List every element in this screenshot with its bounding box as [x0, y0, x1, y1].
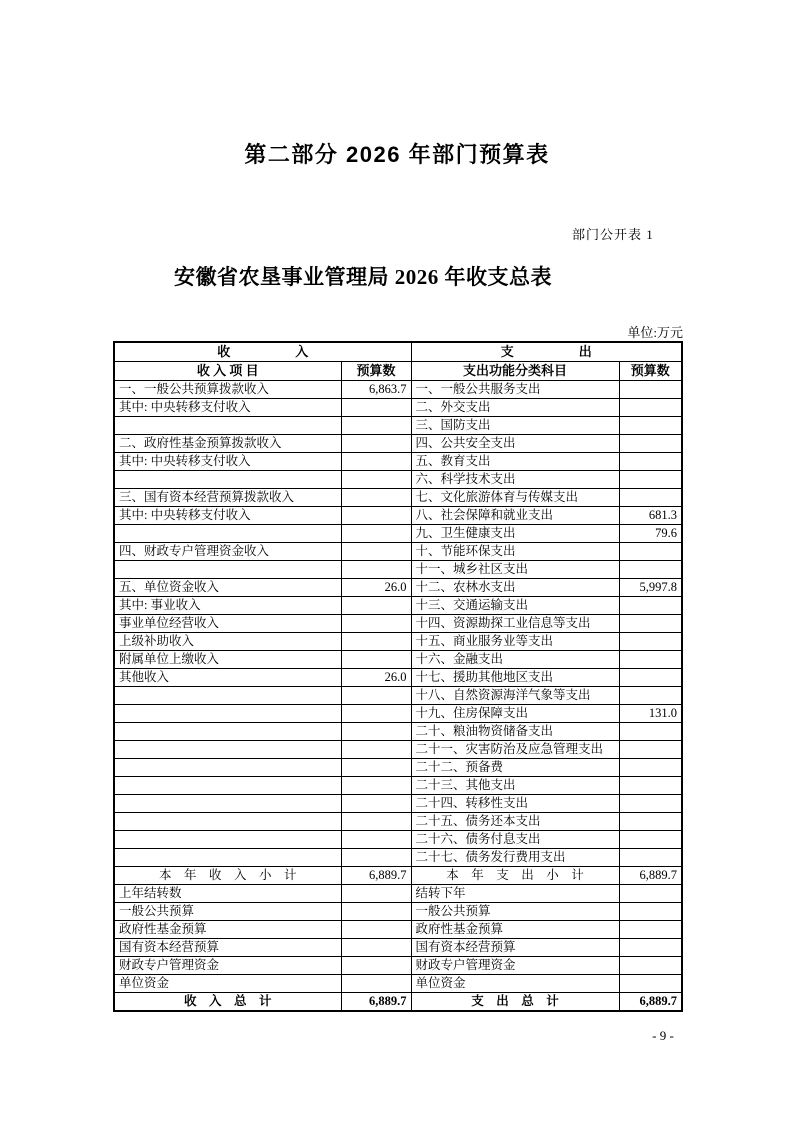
income-value-cell: [341, 687, 411, 705]
expense-value-cell: [619, 975, 682, 993]
income-item-cell: [114, 813, 341, 831]
expense-item-cell: 二十四、转移性支出: [411, 795, 619, 813]
income-item-cell: [114, 777, 341, 795]
income-item-cell: 一般公共预算: [114, 903, 341, 921]
income-item-cell: [114, 795, 341, 813]
budget-table-body: [114, 381, 682, 1012]
expense-value-cell: [619, 471, 682, 489]
income-item-cell: 国有资本经营预算: [114, 939, 341, 957]
income-item-cell: 政府性基金预算: [114, 921, 341, 939]
expense-value-cell: 681.3: [619, 507, 682, 525]
income-value-cell: [341, 543, 411, 561]
table-row: [114, 849, 682, 867]
doc-title: 安徽省农垦事业管理局 2026 年收支总表: [174, 265, 552, 289]
expense-value-cell: 79.6: [619, 525, 682, 543]
expense-value-cell: [619, 759, 682, 777]
table-row: [114, 975, 682, 993]
expense-value-cell: [619, 615, 682, 633]
expense-item-cell: 支 出 总 计: [411, 993, 619, 1012]
table-row: [114, 489, 682, 507]
expense-item-cell: 十九、住房保障支出: [411, 705, 619, 723]
part-title: 第二部分 2026 年部门预算表: [244, 142, 550, 167]
income-value-cell: 6,889.7: [341, 993, 411, 1012]
expense-item-cell: 二、外交支出: [411, 399, 619, 417]
table-row: [114, 561, 682, 579]
expense-value-cell: [619, 903, 682, 921]
expense-value-cell: [619, 813, 682, 831]
expense-value-cell: [619, 831, 682, 849]
income-item-cell: 事业单位经营收入: [114, 615, 341, 633]
income-item-cell: 五、单位资金收入: [114, 579, 341, 597]
expense-value-cell: [619, 777, 682, 795]
income-value-cell: [341, 705, 411, 723]
income-value-cell: 26.0: [341, 669, 411, 687]
income-value-cell: [341, 921, 411, 939]
income-value-cell: [341, 561, 411, 579]
table-row: [114, 507, 682, 525]
expense-item-cell: 二十七、债务发行费用支出: [411, 849, 619, 867]
expense-value-cell: [619, 381, 682, 399]
income-item-cell: [114, 561, 341, 579]
table-row: [114, 795, 682, 813]
income-value-cell: [341, 777, 411, 795]
income-item-cell: 一、一般公共预算拨款收入: [114, 381, 341, 399]
income-value-cell: [341, 975, 411, 993]
table-row: [114, 615, 682, 633]
expense-value-cell: [619, 633, 682, 651]
table-row: [114, 579, 682, 597]
income-value-cell: [341, 489, 411, 507]
expense-value-cell: [619, 795, 682, 813]
income-item-cell: [114, 849, 341, 867]
table-row: [114, 777, 682, 795]
income-item-cell: 其中: 中央转移支付收入: [114, 399, 341, 417]
table-row: [114, 705, 682, 723]
table-row: [114, 417, 682, 435]
expense-value-cell: [619, 651, 682, 669]
income-item-cell: 附属单位上缴收入: [114, 651, 341, 669]
income-value-cell: [341, 435, 411, 453]
table-row: [114, 813, 682, 831]
income-item-cell: [114, 705, 341, 723]
income-item-cell: [114, 831, 341, 849]
table-row: [114, 723, 682, 741]
income-item-cell: 上年结转数: [114, 885, 341, 903]
expense-value-cell: [619, 849, 682, 867]
income-value-cell: 6,889.7: [341, 867, 411, 885]
table-row: [114, 759, 682, 777]
budget-table: [113, 341, 683, 1012]
expense-item-cell: 十二、农林水支出: [411, 579, 619, 597]
table-row: [114, 471, 682, 489]
expense-value-cell: [619, 453, 682, 471]
income-value-cell: [341, 417, 411, 435]
table-row: [114, 939, 682, 957]
income-value-cell: [341, 525, 411, 543]
expense-item-cell: 二十三、其他支出: [411, 777, 619, 795]
income-value-cell: 26.0: [341, 579, 411, 597]
income-value-cell: [341, 795, 411, 813]
expense-value-cell: [619, 597, 682, 615]
income-item-cell: [114, 723, 341, 741]
income-item-cell: 三、国有资本经营预算拨款收入: [114, 489, 341, 507]
income-value-cell: [341, 957, 411, 975]
income-item-cell: [114, 525, 341, 543]
expense-item-cell: 七、文化旅游体育与传媒支出: [411, 489, 619, 507]
income-value-cell: [341, 453, 411, 471]
income-item-cell: 上级补助收入: [114, 633, 341, 651]
expense-item-cell: 二十、粮油物资储备支出: [411, 723, 619, 741]
income-value-cell: [341, 723, 411, 741]
table-row: [114, 921, 682, 939]
income-item-cell: 单位资金: [114, 975, 341, 993]
table-row: [114, 597, 682, 615]
income-value-cell: 6,863.7: [341, 381, 411, 399]
income-item-cell: [114, 471, 341, 489]
column-header-row: [114, 362, 682, 381]
table-row: [114, 435, 682, 453]
income-item-cell: 四、财政专户管理资金收入: [114, 543, 341, 561]
income-value-cell: [341, 741, 411, 759]
table-row: [114, 687, 682, 705]
expense-item-cell: 二十一、灾害防治及应急管理支出: [411, 741, 619, 759]
income-value-cell: [341, 507, 411, 525]
income-value-cell: [341, 633, 411, 651]
expense-value-cell: 6,889.7: [619, 867, 682, 885]
expense-value-cell: [619, 939, 682, 957]
income-item-cell: 财政专户管理资金: [114, 957, 341, 975]
income-item-cell: [114, 687, 341, 705]
income-value-cell: [341, 615, 411, 633]
table-label: 部门公开表 1: [572, 227, 654, 242]
expense-value-cell: [619, 741, 682, 759]
expense-item-cell: 十七、援助其他地区支出: [411, 669, 619, 687]
table-row: [114, 669, 682, 687]
expense-item-col-header: 支出功能分类科目: [411, 362, 619, 381]
income-value-cell: [341, 399, 411, 417]
income-value-cell: [341, 813, 411, 831]
table-row: [114, 993, 682, 1012]
expense-item-cell: 本 年 支 出 小 计: [411, 867, 619, 885]
income-budget-col-header: 预算数: [341, 362, 411, 381]
expense-budget-col-header: 预算数: [619, 362, 682, 381]
expense-item-cell: 二十二、预备费: [411, 759, 619, 777]
page-number: - 9 -: [652, 1028, 674, 1043]
income-item-cell: 二、政府性基金预算拨款收入: [114, 435, 341, 453]
table-row: [114, 831, 682, 849]
expense-value-cell: [619, 669, 682, 687]
expense-value-cell: [619, 399, 682, 417]
expense-item-cell: 三、国防支出: [411, 417, 619, 435]
expense-item-cell: 国有资本经营预算: [411, 939, 619, 957]
expense-value-cell: [619, 687, 682, 705]
expense-value-cell: [619, 723, 682, 741]
table-row: [114, 543, 682, 561]
table-row: [114, 381, 682, 399]
expense-item-cell: 十八、自然资源海洋气象等支出: [411, 687, 619, 705]
income-value-cell: [341, 831, 411, 849]
income-item-cell: 其中: 中央转移支付收入: [114, 453, 341, 471]
income-item-col-header: 收 入 项 目: [114, 362, 341, 381]
expense-item-cell: 十一、城乡社区支出: [411, 561, 619, 579]
expense-item-cell: 十六、金融支出: [411, 651, 619, 669]
expense-item-cell: 六、科学技术支出: [411, 471, 619, 489]
expense-value-cell: 6,889.7: [619, 993, 682, 1012]
expense-value-cell: [619, 417, 682, 435]
table-row: [114, 651, 682, 669]
expense-item-cell: 一般公共预算: [411, 903, 619, 921]
table-row: [114, 741, 682, 759]
expense-value-cell: [619, 489, 682, 507]
unit-note: 单位:万元: [627, 325, 683, 340]
expense-item-cell: 九、卫生健康支出: [411, 525, 619, 543]
income-value-cell: [341, 849, 411, 867]
expense-value-cell: 5,997.8: [619, 579, 682, 597]
income-value-cell: [341, 651, 411, 669]
expense-value-cell: [619, 885, 682, 903]
expense-item-cell: 结转下年: [411, 885, 619, 903]
table-row: [114, 867, 682, 885]
income-item-cell: 收 入 总 计: [114, 993, 341, 1012]
income-value-cell: [341, 903, 411, 921]
expense-value-cell: [619, 921, 682, 939]
expense-item-cell: 四、公共安全支出: [411, 435, 619, 453]
income-item-cell: [114, 759, 341, 777]
income-value-cell: [341, 471, 411, 489]
table-row: [114, 957, 682, 975]
income-value-cell: [341, 597, 411, 615]
section-header-row: [114, 342, 682, 362]
expense-item-cell: 十四、资源勘探工业信息等支出: [411, 615, 619, 633]
income-value-cell: [341, 885, 411, 903]
expense-item-cell: 八、社会保障和就业支出: [411, 507, 619, 525]
expense-item-cell: 政府性基金预算: [411, 921, 619, 939]
table-row: [114, 885, 682, 903]
income-item-cell: 其中: 事业收入: [114, 597, 341, 615]
income-section-header: 收 入: [114, 342, 411, 362]
table-row: [114, 633, 682, 651]
expense-value-cell: [619, 957, 682, 975]
table-row: [114, 525, 682, 543]
budget-table-head: [114, 342, 682, 381]
expense-item-cell: 二十五、债务还本支出: [411, 813, 619, 831]
expense-item-cell: 单位资金: [411, 975, 619, 993]
income-value-cell: [341, 759, 411, 777]
expense-section-header: 支 出: [411, 342, 682, 362]
income-item-cell: [114, 417, 341, 435]
income-value-cell: [341, 939, 411, 957]
expense-item-cell: 一、一般公共服务支出: [411, 381, 619, 399]
table-row: [114, 903, 682, 921]
expense-value-cell: 131.0: [619, 705, 682, 723]
expense-item-cell: 五、教育支出: [411, 453, 619, 471]
expense-item-cell: 财政专户管理资金: [411, 957, 619, 975]
expense-item-cell: 十五、商业服务业等支出: [411, 633, 619, 651]
expense-item-cell: 二十六、债务付息支出: [411, 831, 619, 849]
expense-item-cell: 十三、交通运输支出: [411, 597, 619, 615]
income-item-cell: 其他收入: [114, 669, 341, 687]
expense-item-cell: 十、节能环保支出: [411, 543, 619, 561]
income-item-cell: [114, 741, 341, 759]
income-item-cell: 其中: 中央转移支付收入: [114, 507, 341, 525]
expense-value-cell: [619, 561, 682, 579]
table-row: [114, 453, 682, 471]
table-row: [114, 399, 682, 417]
expense-value-cell: [619, 435, 682, 453]
expense-value-cell: [619, 543, 682, 561]
income-item-cell: 本 年 收 入 小 计: [114, 867, 341, 885]
